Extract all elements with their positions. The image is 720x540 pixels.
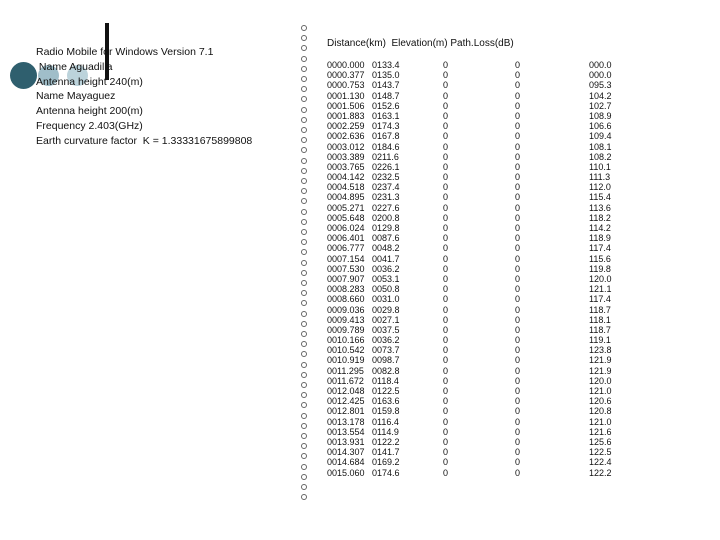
zero-cell: 0 [443,436,449,447]
distance-cell: 0005.271 [327,202,365,213]
distance-cell: 0004.518 [327,182,365,193]
zero-cell: 0 [443,273,449,284]
zero-cell: 0 [515,192,521,203]
elevation-cell: 0141.7 [372,447,400,458]
zero-cell: 0 [443,212,449,223]
distance-cell: 0012.048 [327,386,365,396]
zero-cell: 0 [515,212,521,223]
zero-cell: 0 [443,223,449,233]
bullet-icon [301,188,307,194]
distance-cell: 0000.377 [327,70,365,81]
path-loss-cell: 120.0 [589,273,612,284]
zero-cell: 0 [443,457,449,468]
bullet-icon [301,147,307,153]
zero-cell: 0 [515,253,521,264]
zero-cell: 0 [515,100,521,111]
elevation-cell: 0087.6 [372,233,400,244]
zero-cell: 0 [515,304,521,315]
zero-cell: 0 [515,335,521,346]
distance-cell: 0001.883 [327,110,365,121]
zero-cell: 0 [515,447,521,458]
elevation-cell: 0169.2 [372,457,400,468]
distance-cell: 0006.401 [327,233,365,244]
zero-cell: 0 [515,70,521,81]
path-loss-cell: 000.0 [589,60,612,70]
zero-cell: 0 [443,365,449,376]
zero-cell: 0 [443,243,449,254]
path-loss-cell: 111.3 [589,172,611,183]
zero-cell: 0 [443,416,449,427]
zero-cell: 0 [515,223,521,233]
zero-cell: 0 [515,324,521,335]
elevation-cell: 0167.8 [372,131,400,142]
zero-cell: 0 [443,202,449,213]
zero-cell: 0 [443,182,449,193]
bullet-icon [301,249,307,255]
elevation-cell: 0237.4 [372,182,400,193]
path-loss-cell: 114.2 [589,223,611,233]
bullet-icon [301,280,307,286]
zero-cell: 0 [443,100,449,111]
bullet-icon [301,321,307,327]
zero-cell: 0 [515,467,521,478]
zero-cell: 0 [443,335,449,346]
zero-cell: 0 [443,263,449,274]
distance-cell: 0007.154 [327,253,365,264]
zero-cell: 0 [515,121,521,132]
zero-cell: 0 [443,284,449,295]
bullet-icon [301,362,307,368]
zero-cell: 0 [443,314,449,325]
zero-cell: 0 [443,80,449,91]
zero-cell: 0 [443,467,449,478]
bullet-icon [301,453,307,459]
distance-cell: 0014.684 [327,457,365,468]
bullet-icon [301,290,307,296]
zero-cell: 0 [515,416,521,427]
path-loss-cell: 120.0 [589,375,612,386]
bullet-icon [301,260,307,266]
bullet-icon [301,270,307,276]
decorative-circle-dark [10,62,37,89]
zero-cell: 0 [443,447,449,458]
path-loss-cell: 104.2 [589,90,612,101]
bullet-icon [301,168,307,174]
zero-cell: 0 [443,192,449,203]
bullet-icon [301,484,307,490]
bullet-icon [301,311,307,317]
elevation-cell: 0232.5 [372,172,400,183]
distance-cell: 0006.024 [327,223,365,233]
zero-cell: 0 [515,141,521,152]
bullet-icon [301,198,307,204]
info-line: Name Mayaguez [36,90,116,103]
elevation-cell: 0053.1 [372,273,400,284]
zero-cell: 0 [515,365,521,376]
path-loss-cell: 113.6 [589,202,611,213]
distance-cell: 0012.801 [327,406,365,417]
elevation-cell: 0133.4 [372,60,400,70]
info-line: Antenna height 240(m) [36,75,143,88]
elevation-cell: 0129.8 [372,223,400,233]
distance-cell: 0008.660 [327,294,365,305]
distance-cell: 0004.142 [327,172,365,183]
path-loss-cell: 112.0 [589,182,611,193]
zero-cell: 0 [443,90,449,101]
bullet-icon [301,372,307,378]
bullet-icon [301,239,307,245]
distance-cell: 0000.753 [327,80,365,91]
elevation-cell: 0148.7 [372,90,400,101]
distance-cell: 0010.919 [327,355,365,366]
distance-cell: 0015.060 [327,467,365,478]
zero-cell: 0 [443,375,449,386]
path-loss-cell: 118.2 [589,212,611,223]
zero-cell: 0 [515,436,521,447]
bullet-icon [301,382,307,388]
zero-cell: 0 [515,172,521,183]
zero-cell: 0 [443,426,449,437]
bullet-icon [301,76,307,82]
path-loss-cell: 120.6 [589,396,612,407]
bullet-icon [301,229,307,235]
bullet-icon [301,331,307,337]
zero-cell: 0 [515,60,521,70]
path-loss-cell: 118.1 [589,314,611,325]
zero-cell: 0 [515,90,521,101]
bullet-icon [301,474,307,480]
zero-cell: 0 [443,70,449,81]
bullet-icon [301,35,307,41]
distance-cell: 0002.259 [327,121,365,132]
zero-cell: 0 [515,375,521,386]
zero-cell: 0 [443,151,449,162]
zero-cell: 0 [515,406,521,417]
path-loss-cell: 115.4 [589,192,611,203]
zero-cell: 0 [515,426,521,437]
zero-cell: 0 [515,263,521,274]
info-line: Antenna height 200(m) [36,105,143,118]
elevation-cell: 0073.7 [372,345,400,356]
elevation-cell: 0159.8 [372,406,400,417]
elevation-cell: 0135.0 [372,70,400,81]
zero-cell: 0 [515,233,521,244]
bullet-icon [301,96,307,102]
elevation-cell: 0116.4 [372,416,399,427]
elevation-cell: 0163.1 [372,110,400,121]
bullet-icon [301,413,307,419]
bullet-icon [301,402,307,408]
distance-cell: 0013.931 [327,436,365,447]
distance-cell: 0003.765 [327,161,365,172]
distance-cell: 0001.506 [327,100,365,111]
bullet-icon [301,127,307,133]
elevation-cell: 0152.6 [372,100,400,111]
path-loss-cell: 000.0 [589,70,612,81]
distance-cell: 0010.166 [327,335,365,346]
zero-cell: 0 [443,131,449,142]
zero-cell: 0 [515,355,521,366]
zero-cell: 0 [515,386,521,396]
bullet-icon [301,137,307,143]
link-info-block [36,45,252,149]
elevation-cell: 0174.3 [372,121,400,132]
elevation-cell: 0211.6 [372,151,399,162]
bullet-icon [301,351,307,357]
zero-cell: 0 [515,396,521,407]
bullet-icon [301,443,307,449]
info-line: Frequency 2.403(GHz) [36,119,143,132]
path-loss-cell: 108.9 [589,110,612,121]
elevation-cell: 0184.6 [372,141,400,152]
zero-cell: 0 [443,121,449,132]
distance-cell: 0012.425 [327,396,365,407]
elevation-cell: 0031.0 [372,294,400,305]
distance-cell: 0006.777 [327,243,365,254]
elevation-cell: 0082.8 [372,365,400,376]
zero-cell: 0 [443,233,449,244]
path-loss-cell: 122.5 [589,447,612,458]
path-loss-cell: 118.9 [589,233,611,244]
distance-cell: 0011.295 [327,365,364,376]
zero-cell: 0 [443,172,449,183]
path-loss-cell: 119.8 [589,263,611,274]
elevation-cell: 0050.8 [372,284,400,295]
distance-cell: 0007.907 [327,273,365,284]
path-loss-cell: 122.4 [589,457,612,468]
zero-cell: 0 [515,202,521,213]
elevation-cell: 0036.2 [372,335,400,346]
zero-cell: 0 [515,110,521,121]
elevation-cell: 0098.7 [372,355,400,366]
path-loss-cell: 117.4 [589,243,611,254]
path-loss-cell: 117.4 [589,294,611,305]
path-loss-cell: 121.9 [589,365,612,376]
zero-cell: 0 [443,253,449,264]
distance-cell: 0002.636 [327,131,365,142]
path-loss-cell: 121.0 [589,416,612,427]
path-loss-cell: 102.7 [589,100,612,111]
elevation-cell: 0114.9 [372,426,399,437]
path-loss-cell: 110.1 [589,161,611,172]
distance-cell: 0014.307 [327,447,365,458]
zero-cell: 0 [443,110,449,121]
elevation-cell: 0122.5 [372,386,400,396]
elevation-cell: 0200.8 [372,212,400,223]
zero-cell: 0 [515,131,521,142]
zero-cell: 0 [515,161,521,172]
zero-cell: 0 [443,396,449,407]
distance-cell: 0003.012 [327,141,365,152]
zero-cell: 0 [515,80,521,91]
distance-cell: 0009.413 [327,314,365,325]
elevation-cell: 0036.2 [372,263,400,274]
zero-cell: 0 [515,345,521,356]
bullet-icon [301,178,307,184]
elevation-cell: 0037.5 [372,324,400,335]
path-loss-cell: 125.6 [589,436,612,447]
distance-cell: 0001.130 [327,90,365,101]
zero-cell: 0 [443,161,449,172]
zero-cell: 0 [443,355,449,366]
elevation-cell: 0231.3 [372,192,400,203]
distance-cell: 0009.789 [327,324,365,335]
path-loss-cell: 095.3 [589,80,612,91]
elevation-cell: 0174.6 [372,467,400,478]
path-loss-cell: 120.8 [589,406,612,417]
path-loss-cell: 115.6 [589,253,611,264]
elevation-cell: 0118.4 [372,375,399,386]
path-loss-cell: 121.9 [589,355,612,366]
bullet-icon [301,392,307,398]
bullet-icon [301,86,307,92]
elevation-cell: 0226.1 [372,161,400,172]
zero-cell: 0 [443,294,449,305]
zero-cell: 0 [443,386,449,396]
zero-cell: 0 [515,151,521,162]
bullet-icon [301,300,307,306]
info-line: Name Aguadilla [36,60,113,73]
bullet-icon [301,66,307,72]
bullet-icon [301,433,307,439]
distance-cell: 0010.542 [327,345,365,356]
elevation-cell: 0163.6 [372,396,400,407]
distance-cell: 0003.389 [327,151,365,162]
zero-cell: 0 [515,273,521,284]
path-loss-cell: 122.2 [589,467,612,478]
distance-cell: 0004.895 [327,192,365,203]
distance-cell: 0009.036 [327,304,365,315]
path-loss-cell: 108.1 [589,141,612,152]
bullet-icon [301,341,307,347]
elevation-cell: 0048.2 [372,243,400,254]
bullet-icon [301,494,307,500]
elevation-cell: 0143.7 [372,80,400,91]
zero-cell: 0 [443,141,449,152]
bullet-icon [301,209,307,215]
zero-cell: 0 [515,284,521,295]
zero-cell: 0 [515,243,521,254]
path-loss-cell: 119.1 [589,335,611,346]
distance-cell: 0013.178 [327,416,365,427]
bullet-icon [301,56,307,62]
distance-cell: 0007.530 [327,263,365,274]
zero-cell: 0 [515,294,521,305]
zero-cell: 0 [515,182,521,193]
path-loss-cell: 106.6 [589,121,612,132]
zero-cell: 0 [515,314,521,325]
zero-cell: 0 [443,60,449,70]
bullet-icon [301,25,307,31]
bullet-icon [301,423,307,429]
path-loss-cell: 118.7 [589,304,611,315]
zero-cell: 0 [443,345,449,356]
distance-cell: 0008.283 [327,284,365,295]
path-loss-cell: 123.8 [589,345,612,356]
elevation-cell: 0029.8 [372,304,400,315]
zero-cell: 0 [443,324,449,335]
table-header: Distance(km) Elevation(m) Path.Loss(dB) [327,38,514,49]
zero-cell: 0 [443,406,449,417]
path-loss-cell: 108.2 [589,151,612,162]
elevation-cell: 0027.1 [372,314,400,325]
info-line: Radio Mobile for Windows Version 7.1 [36,46,214,58]
bullet-icon [301,117,307,123]
path-loss-cell: 118.7 [589,324,611,335]
distance-cell: 0005.648 [327,212,365,223]
zero-cell: 0 [443,304,449,315]
elevation-cell: 0041.7 [372,253,400,264]
bullet-icon [301,464,307,470]
path-loss-cell: 109.4 [589,131,612,142]
path-loss-cell: 121.1 [589,284,612,295]
path-loss-cell: 121.0 [589,386,612,396]
bullet-icon [301,107,307,113]
distance-cell: 0000.000 [327,60,365,70]
path-loss-cell: 121.6 [589,426,612,437]
distance-cell: 0013.554 [327,426,365,437]
distance-cell: 0011.672 [327,375,364,386]
info-line: Earth curvature factor K = 1.33331675899808 [36,134,253,147]
zero-cell: 0 [515,457,521,468]
bullet-icon [301,158,307,164]
bullet-icon [301,219,307,225]
elevation-cell: 0227.6 [372,202,400,213]
bullet-icon [301,45,307,51]
elevation-cell: 0122.2 [372,436,400,447]
